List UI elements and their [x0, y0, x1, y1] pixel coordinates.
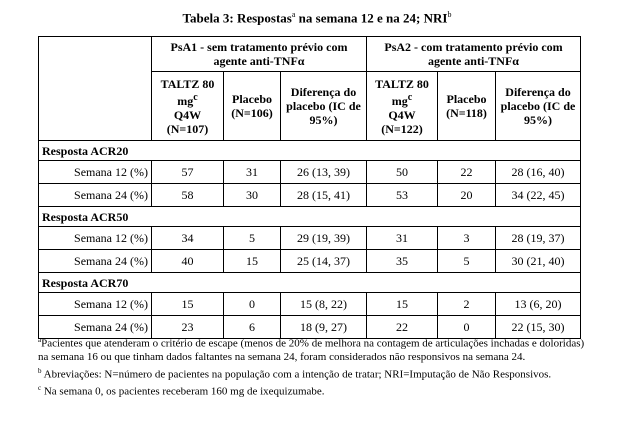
table-row	[39, 161, 581, 184]
table-cell: 18 (9, 27)	[281, 316, 367, 339]
table-cell: 5	[438, 250, 496, 273]
table-cell: 58	[152, 184, 224, 207]
table-cell: 28 (16, 40)	[496, 161, 581, 184]
table-cell: 22 (15, 30)	[496, 316, 581, 339]
table-cell: 28 (15, 41)	[281, 184, 367, 207]
table-cell: 23	[152, 316, 224, 339]
table-cell: 34 (22, 45)	[496, 184, 581, 207]
table-row	[39, 250, 581, 273]
footnote-b: $^b$ Abreviações: N=número de pacientes na população com a intenção de tratar; NRI=Imputação de Não Responsivos.	[38, 366, 552, 381]
table-cell: 20	[438, 184, 496, 207]
table-row	[39, 293, 581, 316]
group-header-psa1: PsA1 - sem tratamento prévio com agente anti-TNFα	[152, 37, 367, 72]
table-cell: 13 (6, 20)	[496, 293, 581, 316]
row-label: Semana 24 (%)	[39, 184, 152, 207]
table-cell: 22	[438, 161, 496, 184]
table-cell: 22	[367, 316, 438, 339]
table-cell: 15	[152, 293, 224, 316]
table-row	[39, 227, 581, 250]
column-header-taltz-psa1: TALTZ 80 $mg^c$ Q4W (N=107)	[152, 72, 224, 141]
section-acr20: Resposta ACR20	[39, 141, 581, 161]
column-header-placebo-psa1: Placebo (N=106)	[224, 72, 281, 141]
row-label: Semana 12 (%)	[39, 227, 152, 250]
table-cell: 31	[367, 227, 438, 250]
corner-cell	[39, 37, 152, 141]
table-cell: 15	[224, 250, 281, 273]
row-label: Semana 24 (%)	[39, 250, 152, 273]
footnotes	[38, 334, 590, 399]
table-cell: 3	[438, 227, 496, 250]
table-cell: 0	[224, 293, 281, 316]
column-header-diff-psa1: Diferença do placebo (IC de 95%)	[281, 72, 367, 141]
table-cell: 29 (19, 39)	[281, 227, 367, 250]
group-header-psa2: PsA2 - com tratamento prévio com agente anti-TNFα	[367, 37, 581, 72]
table-cell: 30	[224, 184, 281, 207]
column-header-taltz-psa2: TALTZ 80 $mg^c$ Q4W (N=122)	[367, 72, 438, 141]
table-cell: 26 (13, 39)	[281, 161, 367, 184]
table-cell: 6	[224, 316, 281, 339]
column-header-placebo-psa2: Placebo (N=118)	[438, 72, 496, 141]
footnote-a: $^a$Pacientes que atenderam o critério de escape (menos de 20% de melhora na contagem de articulações inchadas e doloridas) na semana 16 ou que tinham dados faltantes na semana 24, foram considerados não responsivos na semana 24.	[38, 336, 585, 364]
table-cell: 15 (8, 22)	[281, 293, 367, 316]
row-label: Semana 24 (%)	[39, 316, 152, 339]
row-label: Semana 12 (%)	[39, 161, 152, 184]
table-cell: 30 (21, 40)	[496, 250, 581, 273]
section-acr70: Resposta ACR70	[39, 273, 581, 293]
table-cell: 35	[367, 250, 438, 273]
table-cell: 25 (14, 37)	[281, 250, 367, 273]
table-cell: 0	[438, 316, 496, 339]
table-cell: 34	[152, 227, 224, 250]
table-cell: 50	[367, 161, 438, 184]
table-cell: 40	[152, 250, 224, 273]
table-cell: 5	[224, 227, 281, 250]
table-cell: 53	[367, 184, 438, 207]
table-row	[39, 184, 581, 207]
footnote-c: $^c$ Na semana 0, os pacientes receberam 160 mg de ixequizumabe.	[38, 383, 325, 398]
table-cell: 28 (19, 37)	[496, 227, 581, 250]
table-cell: 57	[152, 161, 224, 184]
section-acr50: Resposta ACR50	[39, 207, 581, 227]
table-title: Tabela 3: Respostas$^a$ na semana 12 e na 24; NRI$^b$	[182, 10, 452, 26]
table-cell: 15	[367, 293, 438, 316]
table-cell: 31	[224, 161, 281, 184]
row-label: Semana 12 (%)	[39, 293, 152, 316]
table-cell: 2	[438, 293, 496, 316]
results-table	[38, 36, 581, 339]
column-header-diff-psa2: Diferença do placebo (IC de 95%)	[496, 72, 581, 141]
